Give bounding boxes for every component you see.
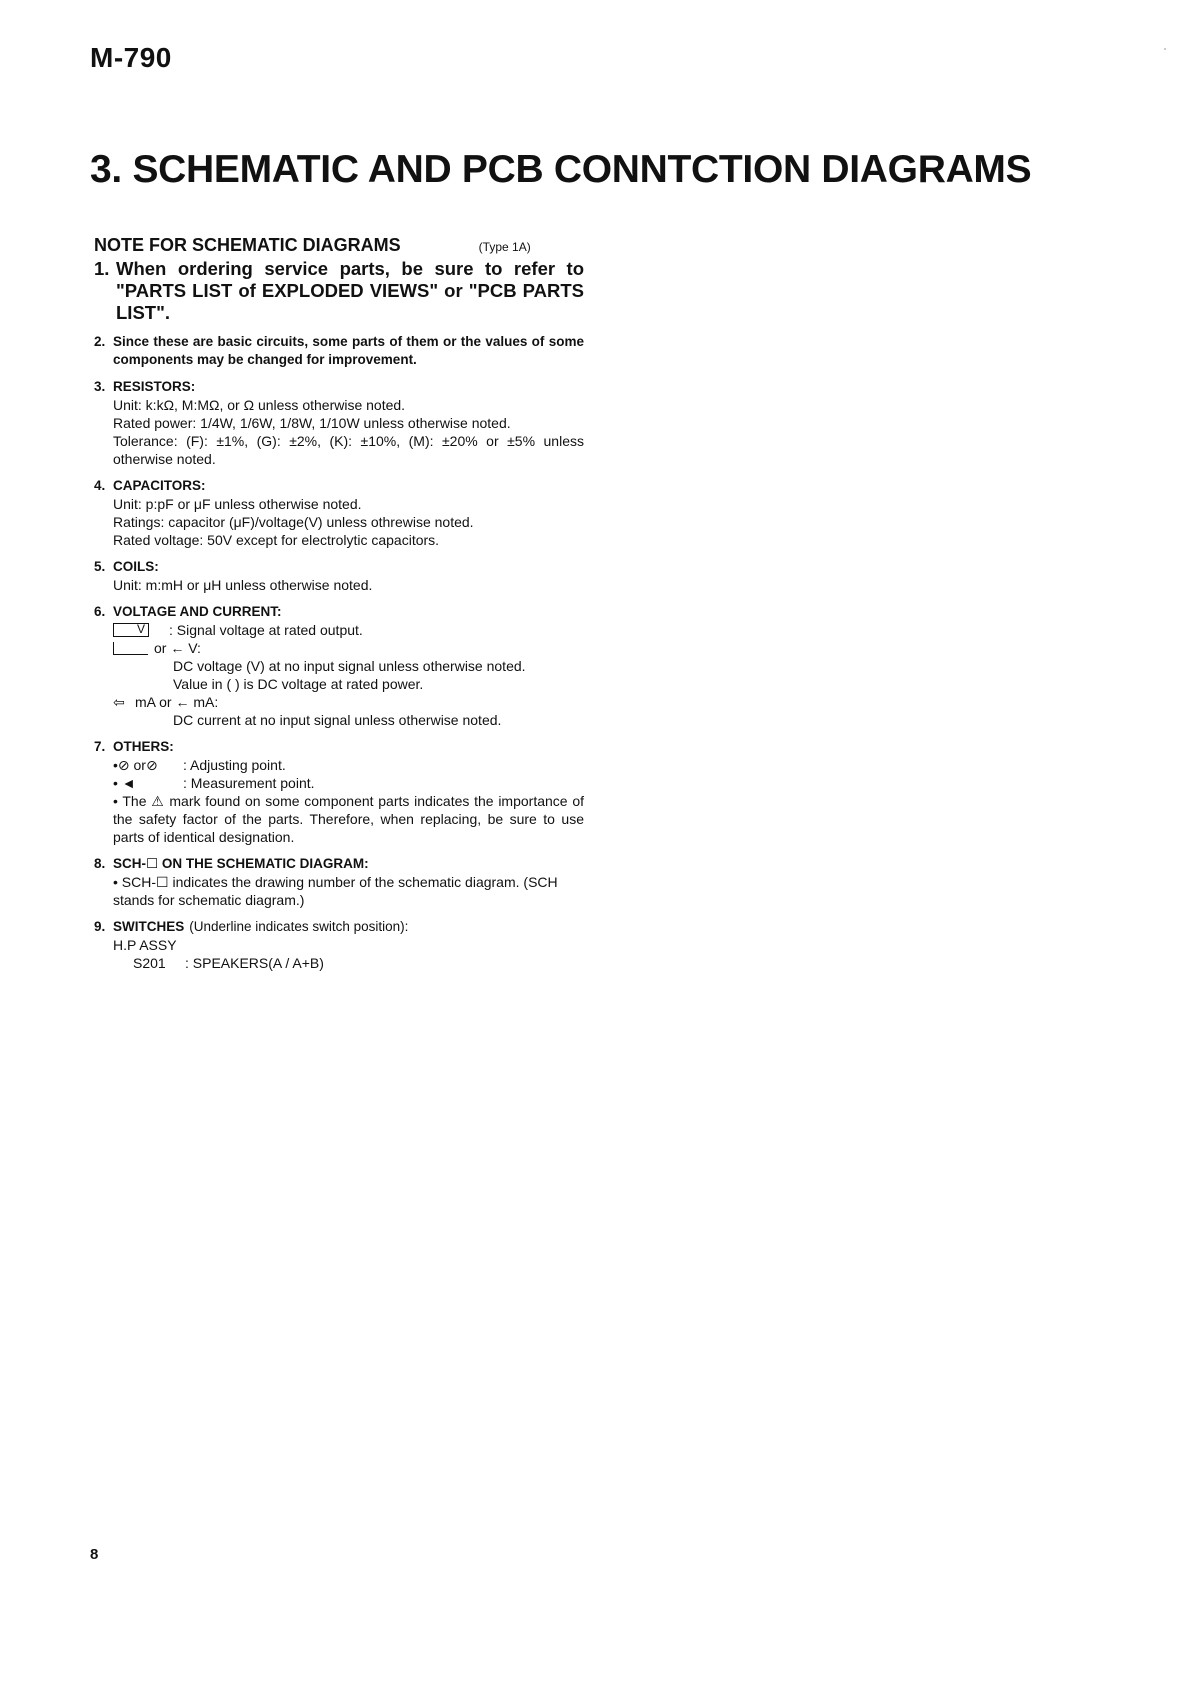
- model-number: M-790: [90, 42, 172, 73]
- signal-voltage-box-icon: V: [113, 623, 149, 637]
- note-1-text: When ordering service parts, be sure to refer to "PARTS LIST of EXPLODED VIEWS" or "PCB PARTS LIST".: [116, 258, 584, 323]
- dc-voltage-box-icon: [113, 642, 148, 655]
- notes-heading-row: [94, 236, 584, 256]
- notes-type: (Type 1A): [478, 240, 531, 254]
- note-voltage-current: [94, 603, 584, 729]
- capacitors-number: 4.: [94, 478, 106, 493]
- capacitors-title: CAPACITORS:: [113, 478, 206, 493]
- switch-description: : SPEAKERS(A / A+B): [185, 955, 324, 971]
- coils-unit: Unit: m:mH or μH unless otherwise noted.: [113, 577, 373, 593]
- chapter-title: 3. SCHEMATIC AND PCB CONNTCTION DIAGRAMS: [90, 148, 1032, 191]
- safety-mark-text: • The ⚠ mark found on some component parts indicates the importance of the safety factor of the parts. Therefore, when replacing, be sure to use parts of identical designation.: [113, 793, 584, 845]
- capacitors-unit: Unit: p:pF or μF unless otherwise noted.: [113, 496, 362, 512]
- page-number: 8: [90, 1546, 99, 1563]
- note-coils: [94, 558, 584, 594]
- others-number: 7.: [94, 739, 106, 754]
- resistors-tolerance: Tolerance: (F): ±1%, (G): ±2%, (K): ±10%, (M): ±20% or ±5% unless otherwise noted.: [113, 433, 584, 467]
- note-resistors: [94, 378, 584, 468]
- sch-text: • SCH-☐ indicates the drawing number of the schematic diagram. (SCH stands for schematic diagram.): [113, 874, 558, 908]
- note-2: [94, 333, 584, 369]
- dc-current-text: DC current at no input signal unless otherwise noted.: [173, 712, 502, 728]
- measurement-point-text: : Measurement point.: [183, 775, 315, 791]
- dc-voltage-text: DC voltage (V) at no input signal unless otherwise noted.: [173, 658, 526, 674]
- note-2-number: 2.: [94, 334, 106, 349]
- switches-number: 9.: [94, 919, 106, 934]
- note-sch: [94, 855, 584, 909]
- resistors-rated-power: Rated power: 1/4W, 1/6W, 1/8W, 1/10W unless otherwise noted.: [113, 415, 511, 431]
- resistors-title: RESISTORS:: [113, 379, 196, 394]
- coils-number: 5.: [94, 559, 106, 574]
- ma-label: mA or ← mA:: [135, 694, 219, 710]
- note-capacitors: [94, 477, 584, 549]
- switches-title-note: (Underline indicates switch position):: [189, 919, 409, 934]
- adjusting-point-text: : Adjusting point.: [183, 757, 286, 773]
- switches-title: SWITCHES: [113, 919, 185, 934]
- measurement-point-icon: • ◄: [113, 775, 136, 791]
- scan-speck: [1164, 48, 1166, 50]
- sch-number: 8.: [94, 856, 106, 871]
- coils-title: COILS:: [113, 559, 159, 574]
- notes-heading: NOTE FOR SCHEMATIC DIAGRAMS: [94, 235, 401, 255]
- schematic-notes: [94, 236, 584, 972]
- dc-voltage-label: or ← V:: [154, 640, 201, 656]
- voltage-current-title: VOLTAGE AND CURRENT:: [113, 604, 282, 619]
- switch-id: S201: [133, 955, 166, 971]
- voltage-current-number: 6.: [94, 604, 106, 619]
- capacitors-ratings: Ratings: capacitor (μF)/voltage(V) unless othrewise noted.: [113, 514, 474, 530]
- resistors-number: 3.: [94, 379, 106, 394]
- note-1: [94, 258, 584, 324]
- capacitors-rated-voltage: Rated voltage: 50V except for electrolytic capacitors.: [113, 532, 440, 548]
- note-1-number: 1.: [94, 258, 110, 279]
- adjusting-point-icon: •⊘ or⊘: [113, 757, 158, 773]
- current-arrow-icon: ⇦: [113, 694, 125, 710]
- others-title: OTHERS:: [113, 739, 174, 754]
- sch-title: SCH-☐ ON THE SCHEMATIC DIAGRAM:: [113, 856, 369, 871]
- signal-voltage-text: : Signal voltage at rated output.: [169, 622, 363, 638]
- resistors-unit: Unit: k:kΩ, M:MΩ, or Ω unless otherwise noted.: [113, 397, 406, 413]
- note-2-text: Since these are basic circuits, some parts of them or the values of some components may be changed for improvement.: [113, 334, 584, 367]
- hp-assy-label: H.P ASSY: [113, 937, 177, 953]
- value-in-text: Value in ( ) is DC voltage at rated power.: [173, 676, 424, 692]
- note-others: [94, 738, 584, 846]
- note-switches: [94, 918, 584, 972]
